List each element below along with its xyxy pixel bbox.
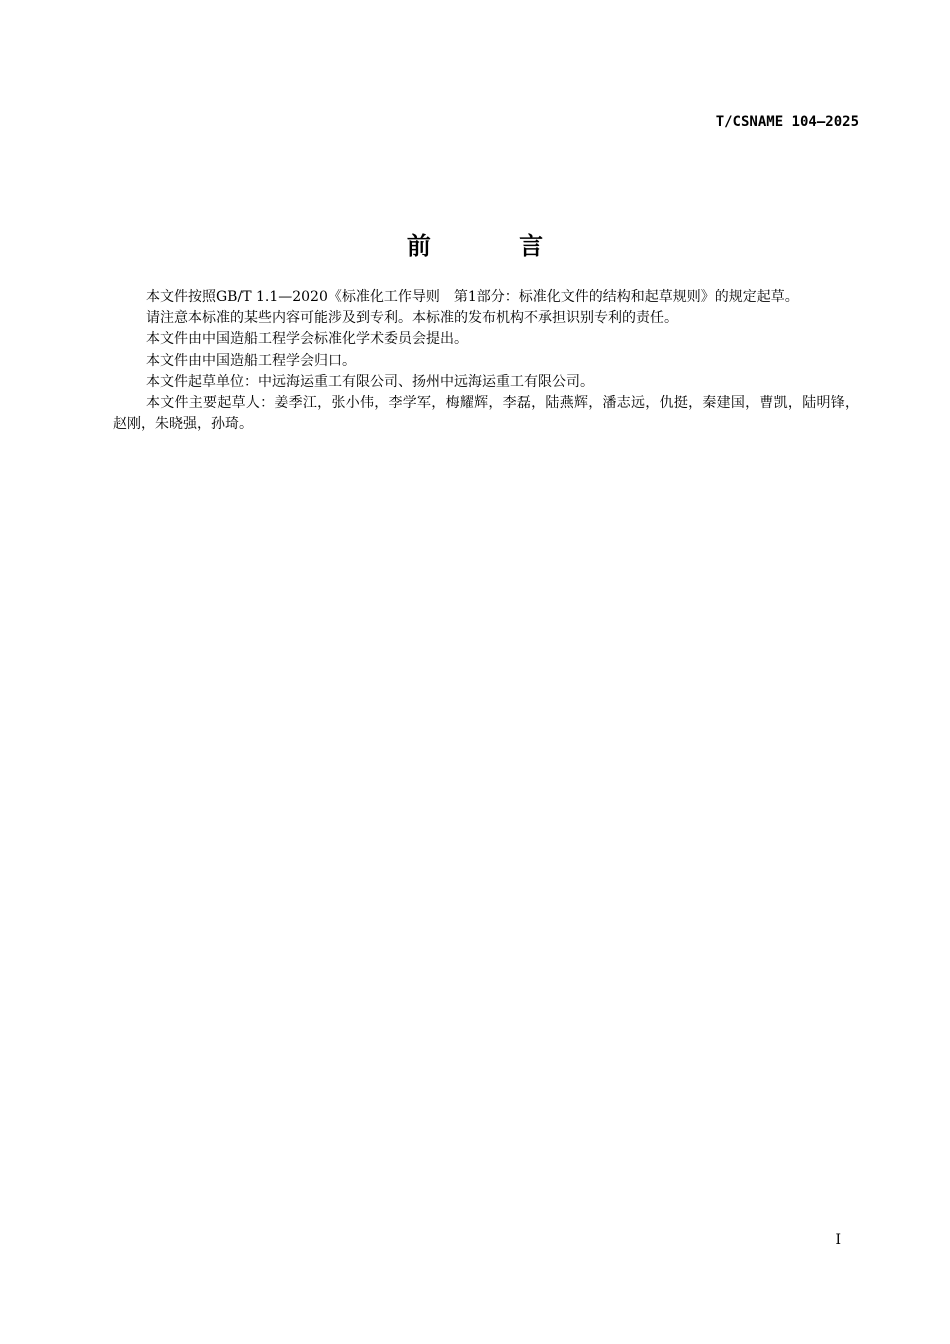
paragraph-under-jurisdiction: 本文件由中国造船工程学会归口。 [146, 352, 356, 369]
paragraph-drafting-rules: 本文件按照GB/T 1.1—2020《标准化工作导则 第1部分：标准化文件的结构和起草规则》的规定起草。 [146, 289, 799, 305]
paragraph-drafters: 本文件主要起草人：姜季江，张小伟，李学军，梅耀辉，李磊，陆燕辉，潘志远，仇挺，秦建国，曹凯，陆明锋，赵刚，朱晓强，孙琦。 [113, 395, 859, 433]
document-code: T/CSNAME 104—2025 [715, 114, 859, 130]
paragraph-drafting-units: 本文件起草单位：中远海运重工有限公司、扬州中远海运重工有限公司。 [146, 373, 594, 390]
paragraph-proposed-by: 本文件由中国造船工程学会标准化学术委员会提出。 [146, 331, 468, 348]
paragraph-patent-notice: 请注意本标准的某些内容可能涉及到专利。本标准的发布机构不承担识别专利的责任。 [146, 310, 678, 327]
page-number: I [835, 1232, 841, 1248]
foreword-body [113, 287, 859, 435]
foreword-title: 前 言 [406, 232, 584, 260]
